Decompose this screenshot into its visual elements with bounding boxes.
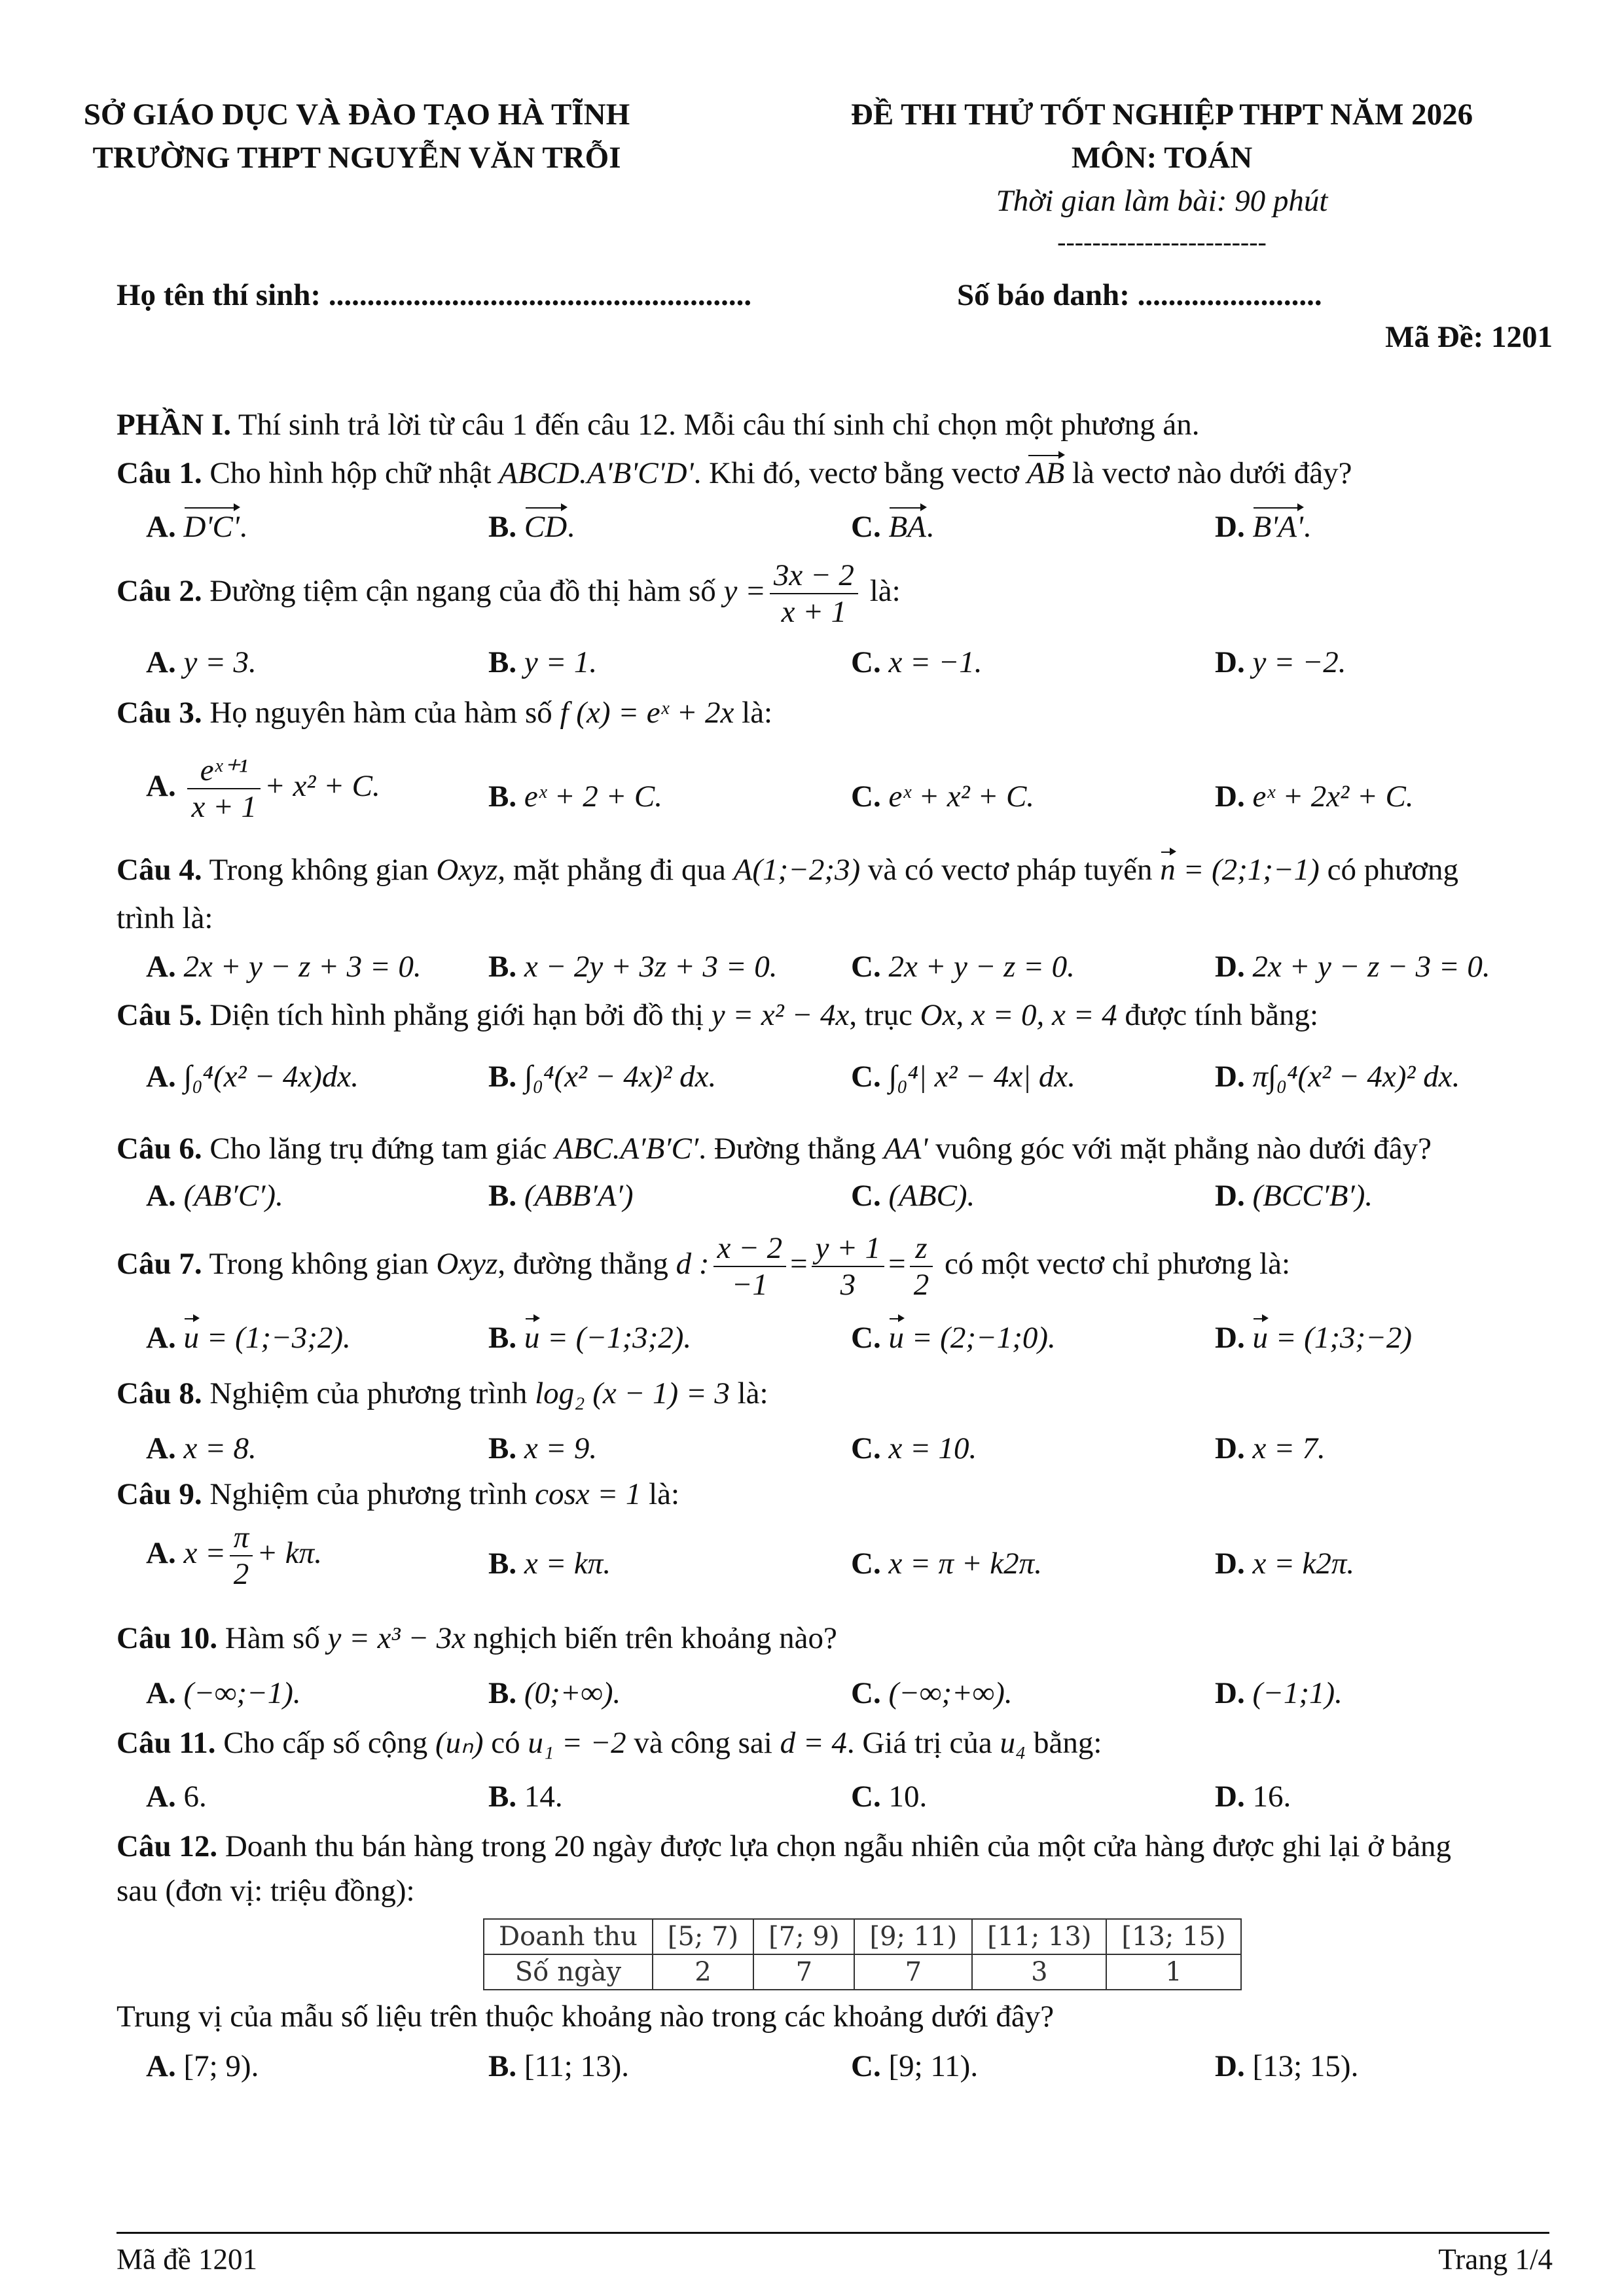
question-3 xyxy=(117,696,772,730)
question-text: và công sai xyxy=(626,1726,780,1760)
option-value: x = 7. xyxy=(1252,1431,1326,1465)
math-expression: cosx = 1 xyxy=(535,1477,641,1511)
question-text: , trục xyxy=(849,998,920,1032)
question-text: là: xyxy=(734,696,773,730)
q2-option-d[interactable] xyxy=(1215,645,1346,680)
question-text: Nghiệm của phương trình xyxy=(202,1477,535,1511)
header-time: Thời gian làm bài: 90 phút xyxy=(996,184,1328,218)
vector-u: u xyxy=(888,1321,904,1355)
table-cell: 3 xyxy=(972,1954,1106,1990)
table-cell: [5; 7) xyxy=(653,1919,753,1954)
question-10 xyxy=(117,1622,837,1656)
option-value: + x² + C. xyxy=(264,768,380,803)
q3-option-b[interactable] xyxy=(488,779,662,814)
question-text: Trong không gian xyxy=(202,853,437,887)
option-letter: C. xyxy=(851,950,881,984)
option-letter: C. xyxy=(851,1547,881,1581)
option-value: 10. xyxy=(888,1780,928,1814)
option-letter: D. xyxy=(1215,1676,1245,1710)
question-text: Họ nguyên hàm của hàm số xyxy=(202,696,560,730)
q11-option-a[interactable] xyxy=(146,1779,207,1814)
footer-divider xyxy=(117,2232,1549,2234)
fraction-numerator: y + 1 xyxy=(812,1230,885,1267)
q12-option-a[interactable] xyxy=(146,2049,259,2084)
option-value: [7; 9). xyxy=(183,2049,259,2083)
table-cell: Số ngày xyxy=(484,1954,653,1990)
q12-option-c[interactable] xyxy=(851,2049,978,2084)
question-8 xyxy=(117,1377,768,1411)
option-letter: B. xyxy=(488,645,517,679)
math-expression: AA' xyxy=(883,1132,928,1166)
q9-option-d[interactable] xyxy=(1215,1546,1354,1581)
question-12-prompt: Trung vị của mẫu số liệu trên thuộc khoảng nào trong các khoảng dưới đây? xyxy=(117,2000,1055,2034)
question-9 xyxy=(117,1478,679,1512)
q8-option-d[interactable] xyxy=(1215,1431,1326,1466)
option-letter: B. xyxy=(488,1780,517,1814)
question-label: Câu 10. xyxy=(117,1621,218,1655)
question-text: nghịch biến trên khoảng nào? xyxy=(465,1621,837,1655)
math-expression: Oxyz xyxy=(436,853,498,887)
option-value: y = 3. xyxy=(183,645,257,679)
table-cell: 7 xyxy=(753,1954,854,1990)
table-cell: [9; 11) xyxy=(854,1919,972,1954)
header-school: TRƯỜNG THPT NGUYỄN VĂN TRỖI xyxy=(92,141,621,175)
math-expression: y = xyxy=(723,573,766,608)
question-text: Cho cấp số cộng xyxy=(215,1726,435,1760)
question-text: và có vectơ pháp tuyến xyxy=(860,853,1161,887)
option-value: (2;−1;0). xyxy=(940,1321,1056,1355)
math-expression: y = x³ − 3x xyxy=(327,1621,466,1655)
math-expression: y = x² − 4x xyxy=(711,998,850,1032)
question-text: Doanh thu bán hàng trong 20 ngày được lựa chọn ngẫu nhiên của một cửa hàng được ghi lại ở bảng xyxy=(217,1829,1452,1863)
vector-ab: AB xyxy=(1026,456,1065,490)
q6-option-d[interactable] xyxy=(1215,1178,1373,1213)
math-expression: Ox xyxy=(920,998,956,1032)
table-row xyxy=(484,1954,1241,1990)
question-text: là: xyxy=(641,1477,680,1511)
option-value: x = kπ. xyxy=(524,1547,611,1581)
question-11 xyxy=(117,1727,1102,1761)
option-value: x = xyxy=(183,1535,226,1570)
option-value: 14. xyxy=(524,1780,563,1814)
q8-option-a[interactable] xyxy=(146,1431,257,1466)
vector-u: u xyxy=(183,1321,199,1355)
q4-option-a[interactable] xyxy=(146,949,422,984)
option-value: 2x + y − z − 3 = 0. xyxy=(1252,950,1490,984)
math-expression: A(1;−2;3) xyxy=(733,853,861,887)
option-value: x = 9. xyxy=(524,1431,598,1465)
q4-option-c[interactable] xyxy=(851,949,1075,984)
q12-option-d[interactable] xyxy=(1215,2049,1358,2084)
vector-u: u xyxy=(524,1321,540,1355)
question-label: Câu 8. xyxy=(117,1376,202,1410)
question-text: vuông góc với mặt phẳng nào dưới đây? xyxy=(928,1132,1432,1166)
option-letter: A. xyxy=(146,1179,176,1213)
question-label: Câu 3. xyxy=(117,696,202,730)
math-expression: d = 4 xyxy=(780,1726,847,1760)
math-expression: log₂ (x − 1) = 3 xyxy=(535,1376,730,1410)
table-cell: [11; 13) xyxy=(972,1919,1106,1954)
question-12-line2: sau (đơn vị: triệu đồng): xyxy=(117,1874,415,1908)
math-expression: = xyxy=(1267,1321,1305,1355)
option-value: [11; 13). xyxy=(524,2049,629,2083)
q8-option-c[interactable] xyxy=(851,1431,977,1466)
math-expression: (uₙ) xyxy=(435,1726,484,1760)
q5-option-c[interactable] xyxy=(851,1059,1075,1094)
question-text: bằng: xyxy=(1026,1726,1102,1760)
q10-option-b[interactable] xyxy=(488,1676,621,1711)
option-letter: D. xyxy=(1215,1321,1245,1355)
option-letter: D. xyxy=(1215,645,1245,679)
option-letter: D. xyxy=(1215,2049,1245,2083)
question-6 xyxy=(117,1132,1432,1166)
question-text: . Đường thẳng xyxy=(698,1132,884,1166)
part1-instruction xyxy=(117,408,1199,442)
question-label: Câu 1. xyxy=(117,456,202,490)
option-value: BA xyxy=(888,510,926,544)
question-text: Cho hình hộp chữ nhật xyxy=(202,456,499,490)
q2-option-c[interactable] xyxy=(851,645,983,680)
fraction-denominator: x + 1 xyxy=(781,595,847,630)
option-letter: C. xyxy=(851,2049,881,2083)
option-value: (−∞;−1). xyxy=(183,1676,301,1710)
option-value: π∫₀⁴(x² − 4x)² dx. xyxy=(1252,1060,1460,1094)
option-value: eˣ + 2x² + C. xyxy=(1252,780,1414,814)
question-7: Câu 7. Trong không gian Oxyz, đường thẳng d : $\frac{x - 2}{-1}$ = $\frac{y + 1}{3}$ = $\frac{z}{2}$ có một vectơ chỉ phương là: xyxy=(117,1231,1291,1302)
option-value: x = −1. xyxy=(888,645,983,679)
student-name-field: Họ tên thí sinh: ....................................................... xyxy=(117,278,752,312)
question-text: là vectơ nào dưới đây? xyxy=(1064,456,1352,490)
question-text: có phương xyxy=(1319,853,1459,887)
q4-option-b[interactable] xyxy=(488,949,778,984)
option-letter: B. xyxy=(488,1321,517,1355)
q11-option-b[interactable] xyxy=(488,1779,563,1814)
question-text: có một vectơ chỉ phương là: xyxy=(937,1246,1291,1281)
question-label: Câu 6. xyxy=(117,1132,202,1166)
vector-u: u xyxy=(1252,1321,1268,1355)
math-expression: = (2;1;−1) xyxy=(1175,853,1320,887)
math-expression: ABCD.A'B'C'D' xyxy=(499,456,694,490)
exam-code: Mã Đề: 1201 xyxy=(1385,320,1553,354)
table-cell: 2 xyxy=(653,1954,753,1990)
option-letter: D. xyxy=(1215,1179,1245,1213)
question-2 xyxy=(117,558,901,630)
option-value: ∫₀⁴(x² − 4x)² dx. xyxy=(524,1060,717,1094)
math-expression: ABC.A′B′C′ xyxy=(554,1132,699,1166)
option-letter: B. xyxy=(488,1179,517,1213)
math-expression: u₁ = −2 xyxy=(528,1726,626,1760)
option-letter: B. xyxy=(488,510,517,544)
question-text: Cho lăng trụ đứng tam giác xyxy=(202,1132,555,1166)
option-letter: C. xyxy=(851,1431,881,1465)
q10-option-d[interactable] xyxy=(1215,1676,1343,1711)
question-1 xyxy=(117,457,1352,491)
question-12 xyxy=(117,1830,1451,1864)
q1-option-b[interactable]: B. CD. xyxy=(488,510,575,544)
math-expression: u₄ xyxy=(1000,1726,1026,1760)
option-letter: D. xyxy=(1215,1780,1245,1814)
option-letter: C. xyxy=(851,1780,881,1814)
q12-option-b[interactable] xyxy=(488,2049,629,2084)
q4-option-d[interactable] xyxy=(1215,949,1490,984)
question-text: , mặt phẳng đi qua xyxy=(497,853,734,887)
table-cell: 1 xyxy=(1106,1954,1240,1990)
option-letter: C. xyxy=(851,1060,881,1094)
option-letter: A. xyxy=(146,1676,176,1710)
question-5 xyxy=(117,999,1318,1033)
option-value: 16. xyxy=(1252,1780,1291,1814)
option-value: (ABC). xyxy=(888,1179,975,1213)
q9-option-b[interactable] xyxy=(488,1546,611,1581)
option-value: (BCC′B′). xyxy=(1252,1179,1373,1213)
question-text: Trong không gian xyxy=(202,1246,437,1281)
q2-option-a[interactable] xyxy=(146,645,257,680)
math-expression: x = 0, x = 4 xyxy=(971,998,1117,1032)
fraction-denominator: x + 1 xyxy=(191,790,257,825)
option-value: (ABB′A′) xyxy=(524,1179,634,1213)
q1-option-a[interactable]: A. D'C'. xyxy=(146,510,247,544)
option-value: x = k2π. xyxy=(1252,1547,1355,1581)
option-letter: A. xyxy=(146,768,176,803)
option-value: + kπ. xyxy=(257,1535,322,1570)
question-label: Câu 5. xyxy=(117,998,202,1032)
option-value: 6. xyxy=(183,1780,207,1814)
question-label: Câu 4. xyxy=(117,853,202,887)
option-letter: C. xyxy=(851,510,881,544)
option-letter: B. xyxy=(488,950,517,984)
option-value: (0;+∞). xyxy=(524,1676,621,1710)
question-text: là: xyxy=(861,573,901,608)
option-letter: B. xyxy=(488,780,517,814)
footer-page-number: Trang 1/4 xyxy=(1438,2243,1553,2276)
q5-option-d[interactable] xyxy=(1215,1059,1460,1094)
math-expression: = xyxy=(198,1321,236,1355)
option-value: [9; 11). xyxy=(888,2049,979,2083)
q1-option-d[interactable]: D. B'A'. xyxy=(1215,510,1311,544)
q1-option-c[interactable]: C. BA. xyxy=(851,510,934,544)
option-letter: D. xyxy=(1215,1547,1245,1581)
q3-option-d[interactable] xyxy=(1215,779,1414,814)
option-value: 2x + y − z + 3 = 0. xyxy=(183,950,422,984)
table-cell: 7 xyxy=(854,1954,972,1990)
q6-option-a[interactable] xyxy=(146,1178,283,1213)
header-divider: ------------------------ xyxy=(1057,227,1267,257)
student-id-field: Số báo danh: ........................ xyxy=(957,278,1322,312)
q7-option-d[interactable] xyxy=(1215,1320,1412,1355)
fraction-numerator: x − 2 xyxy=(713,1230,787,1267)
revenue-table xyxy=(483,1918,1242,1990)
fraction-denominator: 2 xyxy=(913,1268,929,1302)
table-row xyxy=(484,1919,1241,1954)
option-letter: A. xyxy=(146,950,176,984)
question-label: Câu 2. xyxy=(117,573,202,608)
question-label: Câu 11. xyxy=(117,1726,216,1760)
part1-title: PHẦN I. xyxy=(117,408,231,442)
math-expression: d : xyxy=(676,1246,710,1281)
option-letter: A. xyxy=(146,510,176,544)
option-letter: D. xyxy=(1215,950,1245,984)
header-department: SỞ GIÁO DỤC VÀ ĐÀO TẠO HÀ TĨNH xyxy=(83,98,630,132)
question-text: Hàm số xyxy=(217,1621,328,1655)
q11-option-d[interactable] xyxy=(1215,1779,1291,1814)
question-text: , đường thẳng xyxy=(497,1246,676,1281)
option-value: 2x + y − z = 0. xyxy=(888,950,1075,984)
q7-option-b[interactable] xyxy=(488,1320,691,1355)
option-value: x = 10. xyxy=(888,1431,977,1465)
q10-option-c[interactable] xyxy=(851,1676,1013,1711)
fraction-numerator: π xyxy=(230,1520,253,1556)
question-label: Câu 9. xyxy=(117,1477,202,1511)
question-text: Đường tiệm cận ngang của đồ thị hàm số xyxy=(202,573,724,608)
option-value: (1;3;−2) xyxy=(1304,1321,1412,1355)
option-letter: B. xyxy=(488,1547,517,1581)
option-letter: D. xyxy=(1215,1431,1245,1465)
question-text: Nghiệm của phương trình xyxy=(202,1376,535,1410)
question-text: có xyxy=(483,1726,528,1760)
question-4-line2: trình là: xyxy=(117,901,213,935)
q7-option-a[interactable] xyxy=(146,1320,351,1355)
option-letter: A. xyxy=(146,1321,176,1355)
option-letter: B. xyxy=(488,1676,517,1710)
option-letter: A. xyxy=(146,1780,176,1814)
q9-option-a[interactable] xyxy=(146,1520,322,1592)
q6-option-c[interactable] xyxy=(851,1178,975,1213)
option-letter: C. xyxy=(851,780,881,814)
question-text: , xyxy=(956,998,971,1032)
math-expression: Oxyz xyxy=(436,1246,498,1281)
option-letter: A. xyxy=(146,1535,176,1570)
question-4 xyxy=(117,853,1458,888)
option-letter: A. xyxy=(146,2049,176,2083)
math-expression: = xyxy=(903,1321,941,1355)
option-letter: C. xyxy=(851,1676,881,1710)
q3-option-c[interactable] xyxy=(851,779,1034,814)
option-letter: A. xyxy=(146,1060,176,1094)
q10-option-a[interactable] xyxy=(146,1676,301,1711)
option-value: ∫₀⁴(x² − 4x)dx. xyxy=(183,1060,359,1094)
question-text: . Giá trị của xyxy=(846,1726,1000,1760)
option-value: y = −2. xyxy=(1252,645,1346,679)
header-exam-title: ĐỀ THI THỬ TỐT NGHIỆP THPT NĂM 2026 xyxy=(850,98,1473,132)
q8-option-b[interactable] xyxy=(488,1431,597,1466)
option-letter: C. xyxy=(851,645,881,679)
option-letter: A. xyxy=(146,1431,176,1465)
fraction-denominator: −1 xyxy=(731,1268,768,1302)
q6-option-b[interactable] xyxy=(488,1178,634,1213)
table-cell: [7; 9) xyxy=(753,1919,854,1954)
question-text: Diện tích hình phẳng giới hạn bởi đồ thị xyxy=(202,998,712,1032)
fraction-numerator: 3x − 2 xyxy=(770,558,858,594)
option-letter: D. xyxy=(1215,1060,1245,1094)
table-cell: Doanh thu xyxy=(484,1919,653,1954)
option-value: (−1;3;2). xyxy=(575,1321,692,1355)
option-value: x = 8. xyxy=(183,1431,257,1465)
option-letter: C. xyxy=(851,1179,881,1213)
option-value: (−∞;+∞). xyxy=(888,1676,1013,1710)
q11-option-c[interactable] xyxy=(851,1779,927,1814)
math-expression: = xyxy=(539,1321,576,1355)
option-value: x − 2y + 3z + 3 = 0. xyxy=(524,950,778,984)
q3-option-a[interactable] xyxy=(146,753,380,825)
option-value: [13; 15). xyxy=(1252,2049,1359,2083)
option-value: (1;−3;2). xyxy=(235,1321,351,1355)
fraction-numerator: z xyxy=(910,1230,933,1267)
option-letter: B. xyxy=(488,1060,517,1094)
question-text: . Khi đó, vectơ bằng vectơ xyxy=(693,456,1027,490)
option-value: CD xyxy=(524,510,568,544)
question-label: Câu 7. xyxy=(117,1246,202,1281)
option-value: (−1;1). xyxy=(1252,1676,1343,1710)
option-value: eˣ + 2 + C. xyxy=(524,780,663,814)
question-text: được tính bằng: xyxy=(1117,998,1319,1032)
q5-option-a[interactable] xyxy=(146,1059,359,1094)
option-value: ∫₀⁴| x² − 4x| dx. xyxy=(888,1060,1075,1094)
option-letter: A. xyxy=(146,645,176,679)
header-subject: MÔN: TOÁN xyxy=(1071,141,1253,175)
option-value: D'C' xyxy=(183,510,240,544)
question-label: Câu 12. xyxy=(117,1829,218,1863)
math-expression: f (x) = eˣ + 2x xyxy=(560,696,734,730)
part1-text: Thí sinh trả lời từ câu 1 đến câu 12. Mỗi câu thí sinh chỉ chọn một phương án. xyxy=(230,408,1200,442)
fraction-denominator: 2 xyxy=(233,1557,249,1592)
option-value: eˣ + x² + C. xyxy=(888,780,1035,814)
option-value: (AB′C′). xyxy=(183,1179,283,1213)
vector-n: n xyxy=(1160,853,1176,887)
option-letter: C. xyxy=(851,1321,881,1355)
option-letter: B. xyxy=(488,2049,517,2083)
q2-option-b[interactable] xyxy=(488,645,597,680)
option-letter: D. xyxy=(1215,780,1245,814)
fraction-numerator: eˣ⁺¹ xyxy=(187,753,261,789)
option-value: x = π + k2π. xyxy=(888,1547,1042,1581)
q7-option-c[interactable] xyxy=(851,1320,1056,1355)
table-cell: [13; 15) xyxy=(1106,1919,1240,1954)
fraction-denominator: 3 xyxy=(840,1268,856,1302)
option-letter: B. xyxy=(488,1431,517,1465)
q9-option-c[interactable] xyxy=(851,1546,1042,1581)
option-value: B'A' xyxy=(1252,510,1303,544)
q5-option-b[interactable] xyxy=(488,1059,716,1094)
question-text: là: xyxy=(729,1376,768,1410)
footer-exam-code: Mã đề 1201 xyxy=(117,2243,257,2276)
option-letter: D. xyxy=(1215,510,1245,544)
option-value: y = 1. xyxy=(524,645,598,679)
